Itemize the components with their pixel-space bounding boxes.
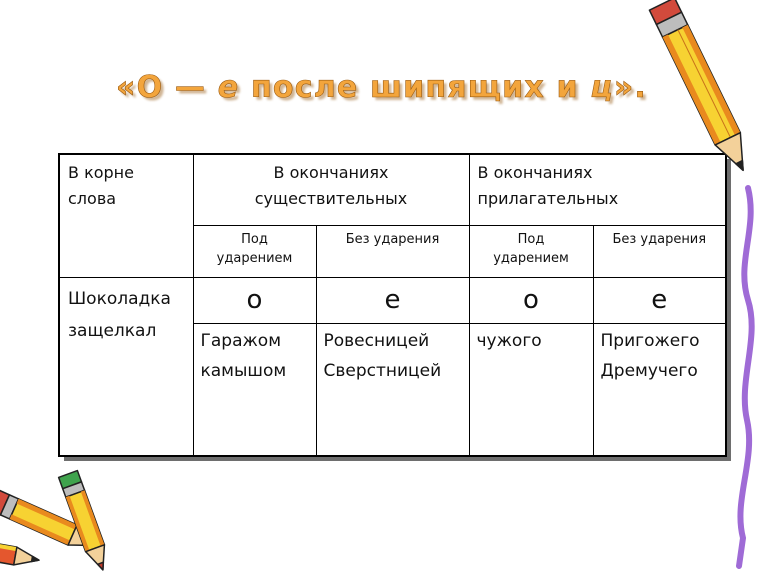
pencil-body [0, 539, 17, 565]
example-word: Ровесницей [323, 330, 430, 351]
subheader-cell-nouns-stressed [193, 225, 316, 277]
example-word: Гаражом [200, 330, 282, 351]
subheader-cell-adjectives-stressed [469, 225, 593, 277]
pencil-stripe [0, 539, 17, 551]
subheader-cell-adjectives-unstressed [593, 225, 726, 277]
letter-cell: о [469, 277, 593, 323]
pencil-body [66, 490, 105, 551]
wavy-line-icon [739, 188, 752, 566]
letters-row [59, 277, 726, 323]
subheader-line: Под [241, 231, 268, 247]
pencil-lead [32, 556, 40, 562]
title-letter-ts: ц [590, 70, 614, 105]
example-word: камышом [200, 360, 287, 381]
examples-cell [469, 323, 593, 456]
pencil-eraser [649, 0, 681, 25]
pencil-wood-tip [86, 545, 113, 573]
slide-title [116, 68, 647, 108]
pencil-wood-tip [14, 547, 41, 569]
subheader-line: ударением [493, 250, 569, 266]
pencil-lead [89, 540, 98, 548]
rules-table-container [58, 153, 725, 455]
pencils-group-icon [0, 471, 112, 574]
example-word: Дремучего [600, 360, 698, 381]
subheader-cell-nouns-unstressed [316, 225, 469, 277]
root-examples-cell [59, 277, 193, 456]
title-part: после шипящих и [239, 70, 591, 105]
letter-cell: е [593, 277, 726, 323]
title-part: «О — [116, 70, 218, 105]
subheader-line: ударением [216, 250, 293, 266]
root-header-cell [59, 154, 193, 277]
pencil-stripe [682, 25, 740, 135]
example-word: Сверстницей [323, 360, 442, 381]
pencil-body [663, 25, 741, 145]
pencil-ferrule [656, 12, 687, 37]
title-letter-e: е [217, 70, 240, 105]
example-word: чужого [476, 330, 542, 351]
pencil-icon [59, 471, 113, 574]
example-word: Пригожего [600, 330, 700, 351]
root-example: Шоколадка [68, 288, 171, 309]
adjectives-header-cell [469, 154, 726, 225]
examples-cell [316, 323, 469, 456]
pencil-stripe [10, 514, 71, 545]
pencil-ferrule [0, 495, 18, 519]
root-example: защелкал [68, 320, 157, 341]
pencil-ferrule [63, 482, 85, 497]
title-part: ». [613, 70, 647, 105]
pencil-lead [736, 161, 746, 172]
nouns-header-line: существительных [254, 189, 408, 208]
root-header-line: В корне [68, 163, 134, 182]
header-row [59, 154, 726, 225]
pencil-eraser [0, 490, 9, 515]
subheader-line: Без ударения [345, 231, 440, 247]
examples-cell [193, 323, 316, 456]
adjectives-header-line: прилагательных [477, 189, 619, 208]
pencil-stripe [81, 490, 105, 546]
subheader-line: Под [517, 231, 545, 247]
examples-cell [593, 323, 726, 456]
pencil-stripe [17, 499, 78, 530]
nouns-header-cell [193, 154, 469, 225]
pencil-eraser [59, 471, 82, 489]
pencil-wood-tip [68, 525, 101, 556]
pencil-stripe [663, 34, 721, 144]
pencil-icon [0, 490, 101, 556]
pencil-stripe [66, 496, 90, 552]
root-header-line: слова [68, 189, 117, 208]
pencil-body [10, 499, 77, 545]
adjectives-header-line: В окончаниях [477, 163, 593, 182]
letter-cell: о [193, 277, 316, 323]
rules-table [58, 153, 727, 457]
pencil-icon [0, 539, 40, 569]
pencil-stripe-line [678, 30, 731, 138]
pencil-icon [649, 0, 755, 176]
pencil-lead [98, 562, 106, 571]
letter-cell: е [316, 277, 469, 323]
nouns-header-line: В окончаниях [273, 163, 389, 182]
subheader-line: Без ударения [612, 231, 707, 247]
